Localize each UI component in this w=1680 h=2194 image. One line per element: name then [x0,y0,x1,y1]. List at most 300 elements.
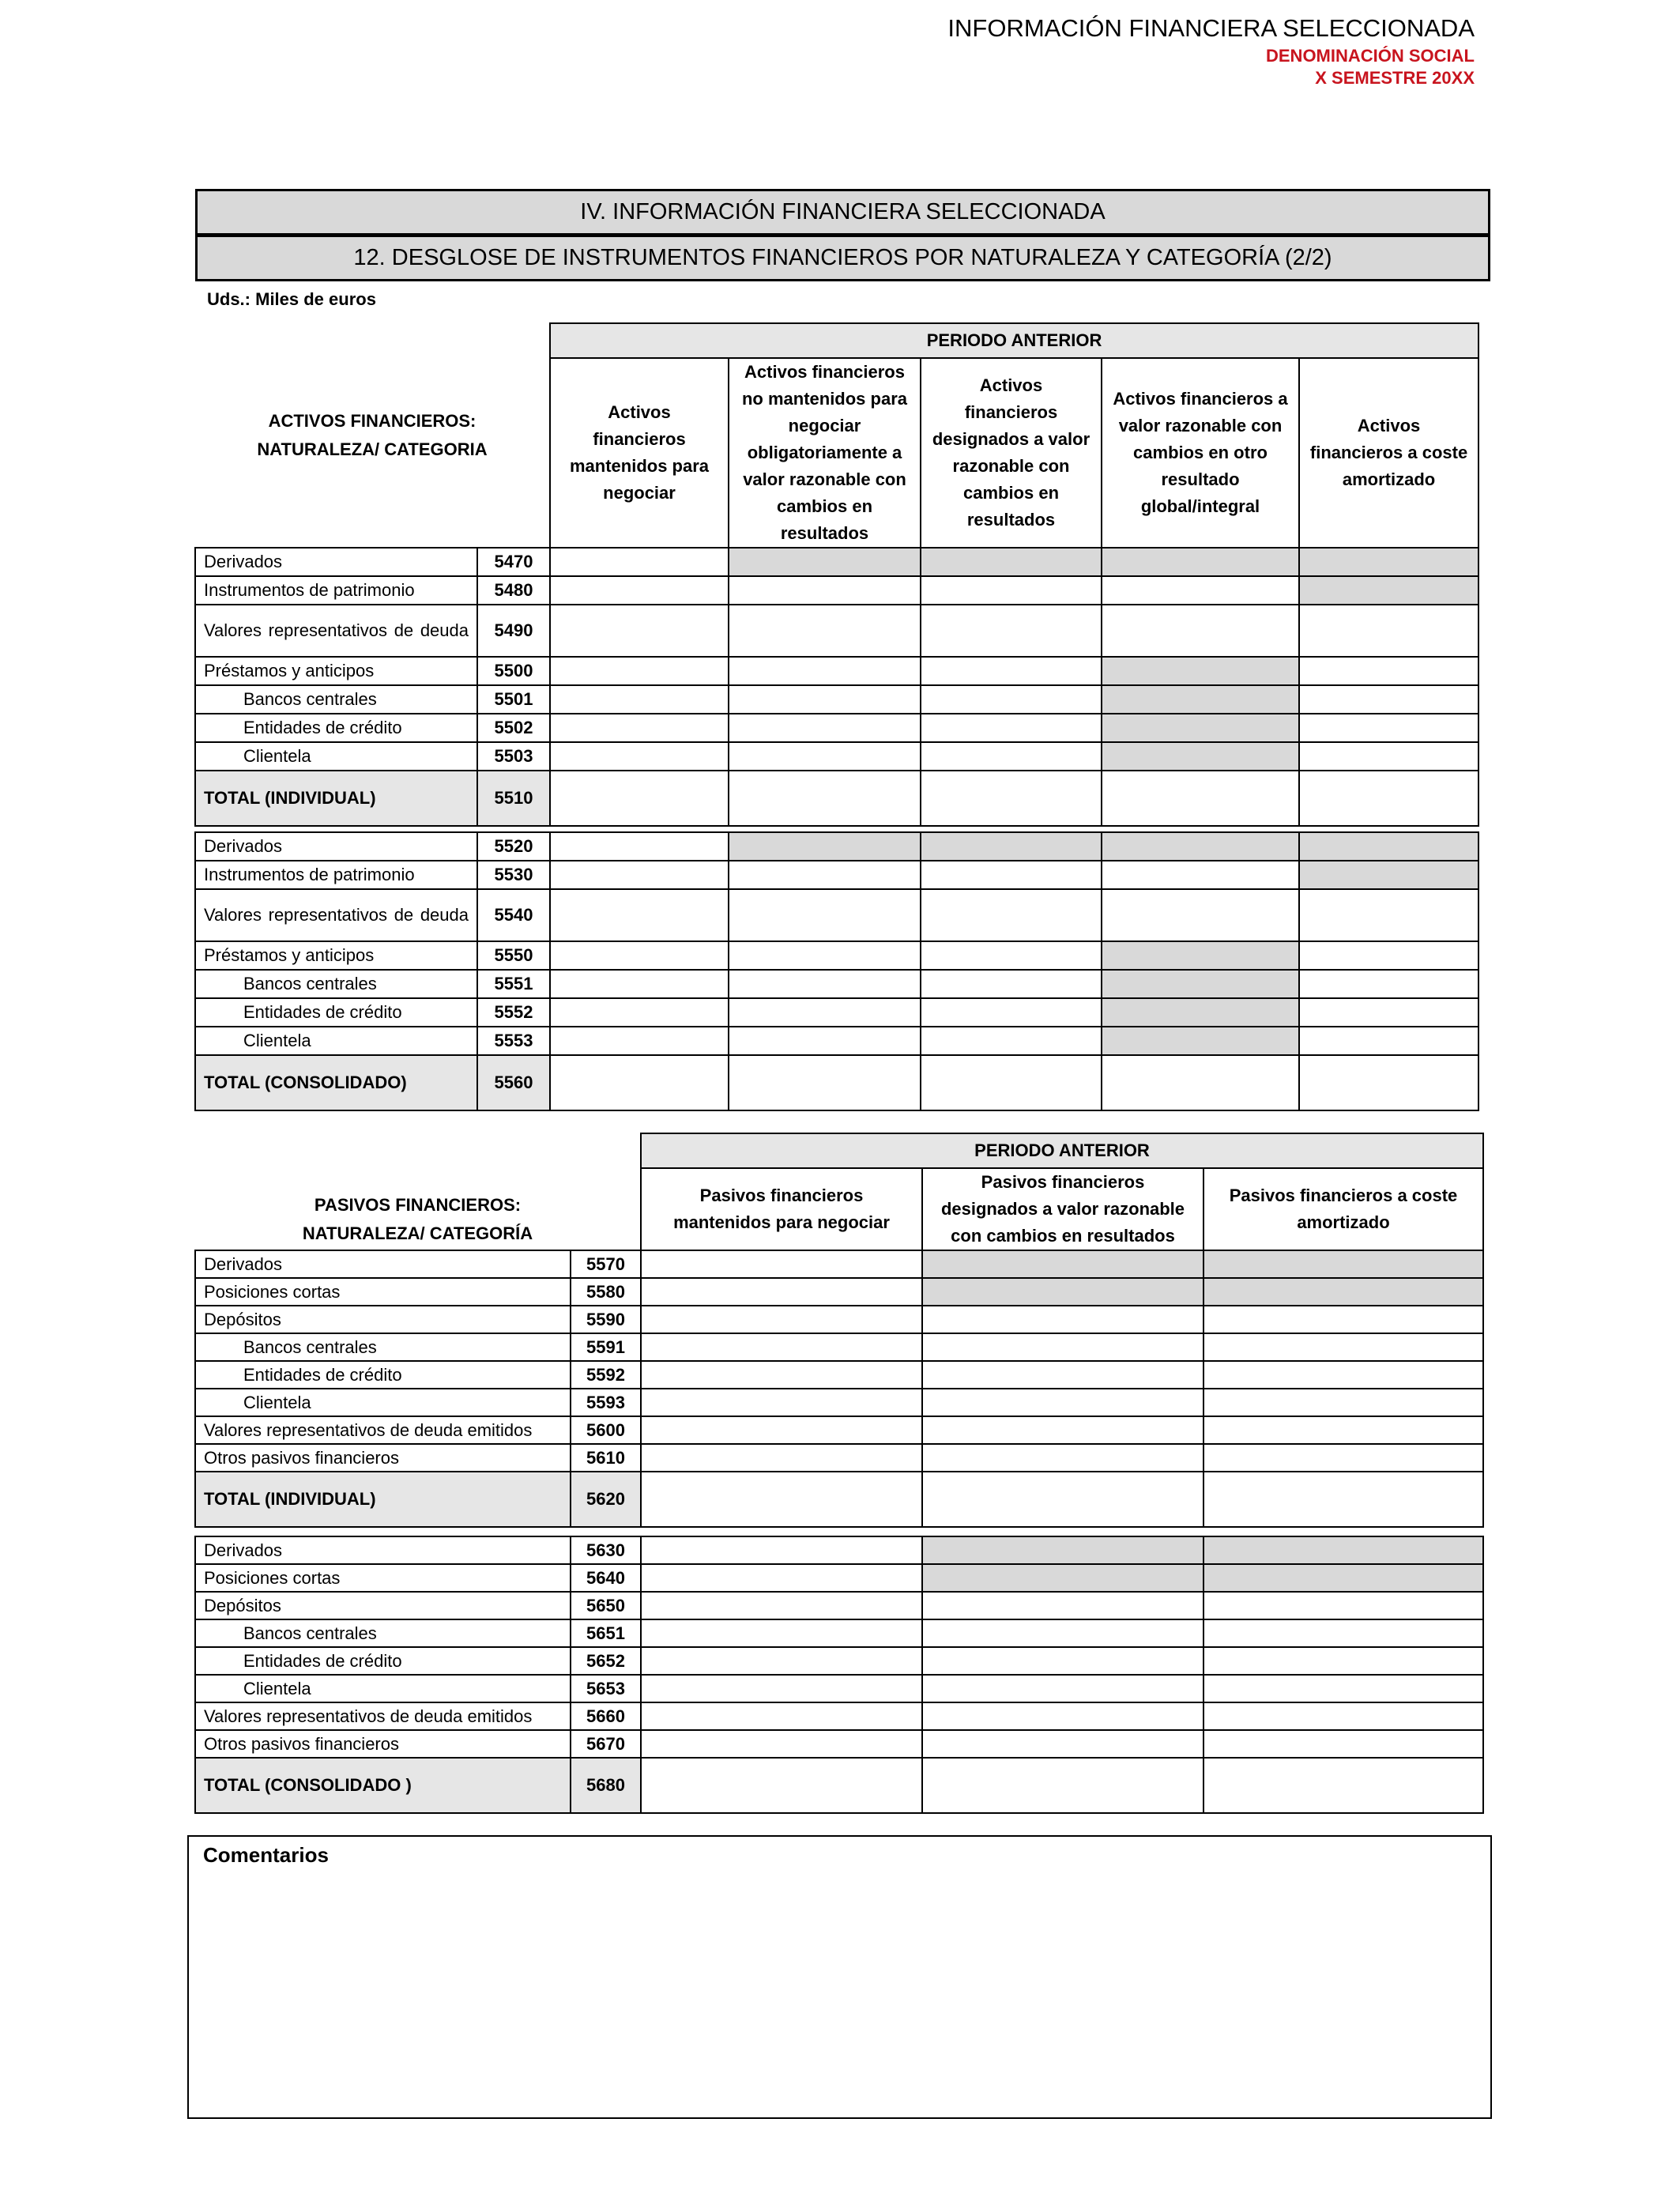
assets-column-header-5 [1299,358,1478,548]
liabilities-value-cell[interactable] [1203,1361,1483,1389]
liabilities-row [195,1702,1483,1730]
assets-value-cell[interactable] [921,941,1102,970]
assets-row-label-text: Valores representativos de deuda [204,620,469,640]
liabilities-row-code: 5651 [571,1619,641,1647]
assets-value-cell[interactable] [550,998,729,1027]
assets-value-cell[interactable] [1299,605,1478,657]
liabilities-row-code: 5680 [571,1758,641,1813]
liabilities-section-label-2: NATURALEZA/ CATEGORÍA [302,1223,533,1243]
assets-cell-disabled [1299,832,1478,861]
liabilities-row-label [195,1250,571,1278]
assets-value-cell[interactable] [1102,889,1299,941]
assets-value-cell[interactable] [1102,771,1299,826]
assets-value-cell[interactable] [1299,889,1478,941]
assets-row-label-text: Instrumentos de patrimonio [204,580,415,600]
liabilities-row-label [195,1564,571,1592]
assets-value-cell[interactable] [1102,1055,1299,1110]
liabilities-row-label-text: TOTAL (CONSOLIDADO ) [204,1775,412,1795]
assets-value-cell[interactable] [1299,1027,1478,1055]
liabilities-column-header-3 [1203,1168,1483,1250]
assets-value-cell[interactable] [729,1027,921,1055]
assets-value-cell[interactable] [921,685,1102,714]
liabilities-row-code: 5660 [571,1702,641,1730]
liabilities-row-label [195,1361,571,1389]
liabilities-section-label-1: PASIVOS FINANCIEROS: [314,1195,522,1215]
assets-value-cell[interactable] [921,605,1102,657]
assets-value-cell[interactable] [550,685,729,714]
liabilities-row-label-text: Otros pasivos financieros [204,1447,399,1468]
liabilities-row-label-text: Entidades de crédito [243,1650,402,1671]
liabilities-row-label [195,1306,571,1333]
liabilities-column-header-text: Pasivos financieros designados a valor razonable con cambios en resultados [940,1172,1185,1246]
assets-cell-disabled [1102,998,1299,1027]
assets-row-code: 5480 [477,576,550,605]
assets-row-label [195,998,477,1027]
assets-column-header-4 [1102,358,1299,548]
assets-cell-disabled [729,548,921,576]
assets-value-cell[interactable] [729,889,921,941]
liabilities-row [195,1389,1483,1416]
liabilities-value-cell[interactable] [1203,1702,1483,1730]
assets-column-header-text: Activos financieros designados a valor razonable con cambios en resultados [932,375,1090,530]
liabilities-value-cell[interactable] [641,1647,922,1675]
liabilities-row [195,1647,1483,1675]
assets-row [195,861,1478,889]
liabilities-row-code: 5593 [571,1389,641,1416]
assets-row [195,941,1478,970]
assets-value-cell[interactable] [550,605,729,657]
assets-row-code: 5500 [477,657,550,685]
liabilities-value-cell[interactable] [641,1675,922,1702]
liabilities-row-code: 5650 [571,1592,641,1619]
assets-row-label-text: Clientela [243,746,311,766]
liabilities-row-label-text: Posiciones cortas [204,1567,341,1588]
assets-cell-disabled [1102,941,1299,970]
liabilities-column-header-text: Pasivos financieros a coste amortizado [1229,1186,1458,1232]
assets-value-cell[interactable] [1299,970,1478,998]
assets-value-cell[interactable] [550,714,729,742]
liabilities-period-header: PERIODO ANTERIOR [641,1133,1483,1168]
assets-row-label-text: Valores representativos de deuda [204,905,469,925]
liabilities-row-label [195,1333,571,1361]
liabilities-cell-disabled [922,1278,1203,1306]
assets-row [195,970,1478,998]
assets-row-label-text: TOTAL (INDIVIDUAL) [204,788,376,808]
liabilities-column-header-2 [922,1168,1203,1250]
liabilities-value-cell[interactable] [922,1306,1203,1333]
assets-value-cell[interactable] [921,970,1102,998]
assets-value-cell[interactable] [1299,941,1478,970]
liabilities-row [195,1278,1483,1306]
assets-row-label [195,1055,477,1110]
assets-value-cell[interactable] [1102,861,1299,889]
assets-value-cell[interactable] [550,861,729,889]
assets-value-cell[interactable] [921,657,1102,685]
assets-value-cell[interactable] [550,941,729,970]
assets-value-cell[interactable] [729,605,921,657]
liabilities-row-code: 5652 [571,1647,641,1675]
liabilities-row [195,1536,1483,1564]
liabilities-row-code: 5570 [571,1250,641,1278]
assets-row [195,576,1478,605]
assets-row [195,714,1478,742]
assets-column-header-text: Activos financieros a valor razonable con cambios en otro resultado global/integral [1113,389,1288,516]
liabilities-value-cell[interactable] [922,1444,1203,1472]
liabilities-row-label [195,1730,571,1758]
liabilities-section-label [195,1133,641,1250]
assets-value-cell[interactable] [729,970,921,998]
liabilities-row-code: 5630 [571,1536,641,1564]
assets-cell-disabled [921,548,1102,576]
assets-value-cell[interactable] [921,714,1102,742]
liabilities-row-code: 5580 [571,1278,641,1306]
liabilities-value-cell[interactable] [1203,1758,1483,1813]
assets-row-label-text: Préstamos y anticipos [204,661,375,680]
liabilities-value-cell[interactable] [641,1564,922,1592]
assets-cell-disabled [1102,832,1299,861]
liabilities-value-cell[interactable] [922,1619,1203,1647]
liabilities-value-cell[interactable] [641,1472,922,1527]
liabilities-value-cell[interactable] [922,1592,1203,1619]
assets-value-cell[interactable] [729,576,921,605]
assets-value-cell[interactable] [550,548,729,576]
liabilities-value-cell[interactable] [1203,1389,1483,1416]
liabilities-cell-disabled [922,1250,1203,1278]
assets-value-cell[interactable] [729,771,921,826]
liabilities-row-label [195,1536,571,1564]
liabilities-row-code: 5640 [571,1564,641,1592]
assets-value-cell[interactable] [1299,685,1478,714]
liabilities-value-cell[interactable] [641,1416,922,1444]
assets-row-code: 5540 [477,889,550,941]
liabilities-row-label [195,1702,571,1730]
assets-column-header-text: Activos financieros a coste amortizado [1309,416,1468,489]
assets-value-cell[interactable] [1102,605,1299,657]
assets-row-label [195,714,477,742]
liabilities-row [195,1730,1483,1758]
assets-value-cell[interactable] [729,685,921,714]
liabilities-group-spacer [195,1527,1483,1536]
assets-row-code: 5560 [477,1055,550,1110]
assets-row [195,832,1478,861]
liabilities-cell-disabled [922,1536,1203,1564]
liabilities-value-cell[interactable] [1203,1619,1483,1647]
liabilities-row-label-text: Clientela [243,1678,311,1698]
assets-row-label [195,576,477,605]
assets-row [195,685,1478,714]
liabilities-value-cell[interactable] [641,1758,922,1813]
assets-section-label-2: NATURALEZA/ CATEGORIA [257,439,488,459]
assets-cell-disabled [1299,576,1478,605]
assets-value-cell[interactable] [921,771,1102,826]
liabilities-row-code: 5620 [571,1472,641,1527]
assets-row-code: 5553 [477,1027,550,1055]
liabilities-row-code: 5592 [571,1361,641,1389]
assets-value-cell[interactable] [550,889,729,941]
liabilities-value-cell[interactable] [1203,1675,1483,1702]
liabilities-value-cell[interactable] [641,1306,922,1333]
assets-value-cell[interactable] [729,941,921,970]
comments-box[interactable] [187,1835,1492,2119]
assets-section-label [195,323,550,548]
liabilities-value-cell[interactable] [922,1416,1203,1444]
assets-row-label [195,941,477,970]
assets-value-cell[interactable] [1299,1055,1478,1110]
assets-value-cell[interactable] [921,1055,1102,1110]
liabilities-row-code: 5591 [571,1333,641,1361]
assets-value-cell[interactable] [1299,714,1478,742]
assets-value-cell[interactable] [729,657,921,685]
liabilities-row-label-text: Depósitos [204,1309,281,1329]
assets-value-cell[interactable] [1299,657,1478,685]
assets-row-label [195,605,477,657]
assets-value-cell[interactable] [921,998,1102,1027]
assets-row-label-text: TOTAL (CONSOLIDADO) [204,1072,407,1092]
assets-value-cell[interactable] [729,861,921,889]
assets-value-cell[interactable] [729,1055,921,1110]
liabilities-row-label [195,1389,571,1416]
liabilities-value-cell[interactable] [641,1592,922,1619]
assets-row-label [195,861,477,889]
assets-value-cell[interactable] [729,998,921,1027]
liabilities-row-label-text: Clientela [243,1392,311,1412]
assets-value-cell[interactable] [729,742,921,771]
liabilities-row [195,1758,1483,1813]
liabilities-row-label-text: Bancos centrales [243,1623,377,1643]
liabilities-cell-disabled [1203,1278,1483,1306]
assets-row [195,605,1478,657]
liabilities-value-cell[interactable] [922,1730,1203,1758]
assets-value-cell[interactable] [921,742,1102,771]
assets-value-cell[interactable] [1299,742,1478,771]
assets-value-cell[interactable] [1299,998,1478,1027]
assets-cell-disabled [1102,657,1299,685]
assets-value-cell[interactable] [550,657,729,685]
assets-section-label-1: ACTIVOS FINANCIEROS: [268,410,477,431]
assets-row-label [195,657,477,685]
assets-row-label-text: Préstamos y anticipos [204,945,375,965]
liabilities-value-cell[interactable] [1203,1592,1483,1619]
liabilities-value-cell[interactable] [922,1702,1203,1730]
assets-row-label-text: Bancos centrales [243,689,377,709]
liabilities-row-label-text: Valores representativos de deuda emitidos [204,1419,533,1440]
liabilities-row-label [195,1278,571,1306]
assets-row-label [195,832,477,861]
liabilities-cell-disabled [1203,1536,1483,1564]
assets-row-code: 5552 [477,998,550,1027]
assets-row-label-text: Clientela [243,1031,311,1050]
header-title: INFORMACIÓN FINANCIERA SELECCIONADA [947,14,1475,42]
liabilities-value-cell[interactable] [1203,1333,1483,1361]
liabilities-row-label [195,1416,571,1444]
liabilities-row [195,1619,1483,1647]
liabilities-value-cell[interactable] [641,1361,922,1389]
assets-row-label-text: Bancos centrales [243,974,377,993]
liabilities-row [195,1444,1483,1472]
liabilities-value-cell[interactable] [1203,1416,1483,1444]
assets-cell-disabled [1102,742,1299,771]
assets-cell-disabled [921,832,1102,861]
liabilities-value-cell[interactable] [1203,1647,1483,1675]
liabilities-row-code: 5610 [571,1444,641,1472]
liabilities-value-cell[interactable] [641,1250,922,1278]
liabilities-row-label [195,1758,571,1813]
assets-column-header-3 [921,358,1102,548]
assets-cell-disabled [1102,714,1299,742]
assets-cell-disabled [729,832,921,861]
liabilities-cell-disabled [922,1564,1203,1592]
header-entity: DENOMINACIÓN SOCIAL [1266,46,1475,66]
units-label: Uds.: Miles de euros [207,289,376,309]
assets-row-code: 5550 [477,941,550,970]
assets-table [194,322,1479,1111]
assets-row-label [195,742,477,771]
liabilities-row [195,1306,1483,1333]
assets-cell-disabled [1102,548,1299,576]
assets-value-cell[interactable] [550,771,729,826]
assets-row-code: 5530 [477,861,550,889]
liabilities-value-cell[interactable] [922,1333,1203,1361]
liabilities-row [195,1675,1483,1702]
liabilities-row [195,1592,1483,1619]
liabilities-row-label-text: Derivados [204,1540,283,1560]
assets-row-code: 5520 [477,832,550,861]
assets-row-label [195,1027,477,1055]
liabilities-row-label [195,1444,571,1472]
assets-value-cell[interactable] [1102,576,1299,605]
liabilities-value-cell[interactable] [922,1758,1203,1813]
assets-cell-disabled [1102,685,1299,714]
liabilities-row-label-text: Entidades de crédito [243,1364,402,1385]
assets-column-header-text: Activos financieros mantenidos para negociar [569,402,710,503]
liabilities-row [195,1564,1483,1592]
liabilities-value-cell[interactable] [641,1619,922,1647]
liabilities-value-cell[interactable] [1203,1444,1483,1472]
assets-row-label [195,889,477,941]
liabilities-value-cell[interactable] [641,1333,922,1361]
assets-cell-disabled [1299,548,1478,576]
assets-row-label-text: Entidades de crédito [243,1002,402,1022]
comments-label: Comentarios [203,1843,329,1867]
assets-value-cell[interactable] [550,742,729,771]
liabilities-row [195,1333,1483,1361]
assets-row-label-text: Derivados [204,552,283,571]
liabilities-value-cell[interactable] [641,1278,922,1306]
liabilities-value-cell[interactable] [641,1702,922,1730]
assets-row [195,1027,1478,1055]
assets-row [195,742,1478,771]
liabilities-row-label-text: Otros pasivos financieros [204,1733,399,1754]
assets-row [195,998,1478,1027]
assets-row [195,657,1478,685]
liabilities-value-cell[interactable] [641,1389,922,1416]
liabilities-cell-disabled [1203,1564,1483,1592]
assets-value-cell[interactable] [550,1027,729,1055]
assets-period-header: PERIODO ANTERIOR [550,323,1478,358]
assets-column-header-2 [729,358,921,548]
liabilities-row-label-text: Derivados [204,1253,283,1274]
liabilities-row-label-text: TOTAL (INDIVIDUAL) [204,1489,376,1509]
assets-value-cell[interactable] [550,970,729,998]
assets-row-label-text: Derivados [204,836,283,856]
assets-row-label-text: Instrumentos de patrimonio [204,865,415,884]
assets-value-cell[interactable] [550,576,729,605]
assets-group-spacer [195,826,1478,832]
liabilities-value-cell[interactable] [922,1389,1203,1416]
assets-row-code: 5501 [477,685,550,714]
liabilities-row-code: 5670 [571,1730,641,1758]
assets-row [195,771,1478,826]
assets-row-label [195,685,477,714]
section-title: IV. INFORMACIÓN FINANCIERA SELECCIONADA [195,189,1490,236]
assets-value-cell[interactable] [921,1027,1102,1055]
liabilities-value-cell[interactable] [922,1647,1203,1675]
liabilities-value-cell[interactable] [1203,1306,1483,1333]
liabilities-row-label-text: Posiciones cortas [204,1281,341,1302]
liabilities-cell-disabled [1203,1250,1483,1278]
assets-row-label-text: Entidades de crédito [243,718,402,737]
liabilities-row-label-text: Valores representativos de deuda emitidos [204,1706,533,1726]
liabilities-row-label [195,1619,571,1647]
assets-row-code: 5510 [477,771,550,826]
assets-value-cell[interactable] [921,889,1102,941]
liabilities-value-cell[interactable] [1203,1472,1483,1527]
assets-row-label [195,771,477,826]
liabilities-row-label [195,1592,571,1619]
liabilities-row-code: 5600 [571,1416,641,1444]
assets-row-code: 5470 [477,548,550,576]
liabilities-row [195,1416,1483,1444]
assets-column-header-1 [550,358,729,548]
assets-row [195,548,1478,576]
liabilities-value-cell[interactable] [922,1472,1203,1527]
liabilities-row-label [195,1675,571,1702]
assets-row-code: 5502 [477,714,550,742]
header-period: X SEMESTRE 20XX [1315,68,1475,88]
assets-row-code: 5490 [477,605,550,657]
assets-value-cell[interactable] [1299,771,1478,826]
assets-value-cell[interactable] [921,576,1102,605]
assets-cell-disabled [1102,1027,1299,1055]
liabilities-row-label [195,1472,571,1527]
liabilities-row [195,1361,1483,1389]
assets-value-cell[interactable] [550,832,729,861]
liabilities-row-code: 5590 [571,1306,641,1333]
assets-value-cell[interactable] [729,714,921,742]
subsection-title: 12. DESGLOSE DE INSTRUMENTOS FINANCIEROS POR NATURALEZA Y CATEGORÍA (2/2) [195,235,1490,281]
liabilities-row [195,1250,1483,1278]
liabilities-value-cell[interactable] [922,1361,1203,1389]
assets-value-cell[interactable] [921,861,1102,889]
liabilities-value-cell[interactable] [922,1675,1203,1702]
assets-row-label [195,970,477,998]
assets-cell-disabled [1299,861,1478,889]
liabilities-row [195,1472,1483,1527]
liabilities-value-cell[interactable] [641,1536,922,1564]
assets-row [195,889,1478,941]
assets-column-header-text: Activos financieros no mantenidos para negociar obligatoriamente a valor razonable con cambios en resultados [741,362,908,543]
liabilities-value-cell[interactable] [641,1444,922,1472]
assets-value-cell[interactable] [550,1055,729,1110]
assets-row [195,1055,1478,1110]
liabilities-table [194,1133,1484,1814]
liabilities-value-cell[interactable] [1203,1730,1483,1758]
liabilities-row-label [195,1647,571,1675]
liabilities-row-code: 5653 [571,1675,641,1702]
liabilities-value-cell[interactable] [641,1730,922,1758]
liabilities-column-header-text: Pasivos financieros mantenidos para negociar [673,1186,890,1232]
assets-cell-disabled [1102,970,1299,998]
